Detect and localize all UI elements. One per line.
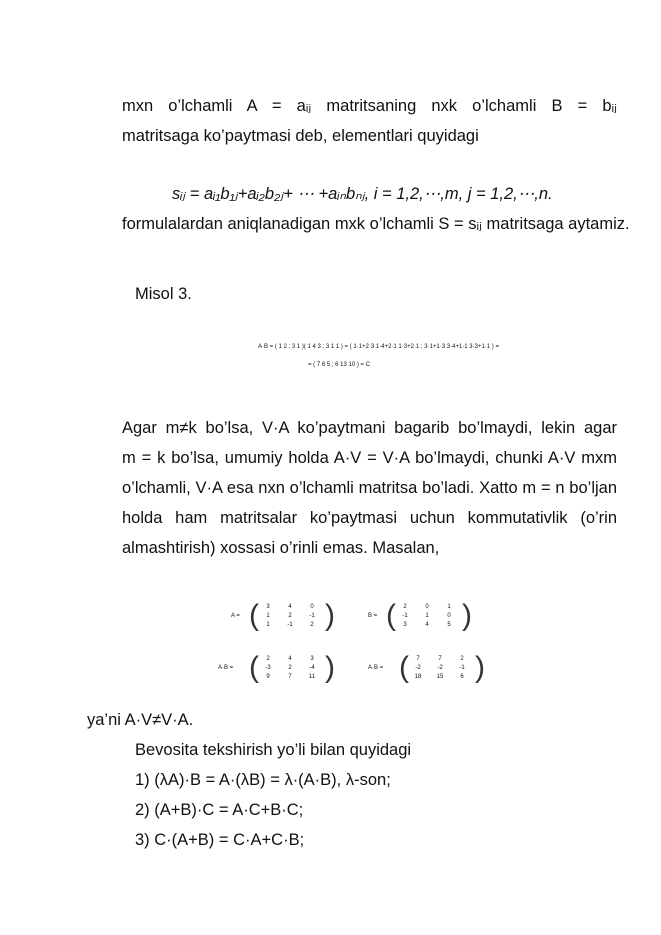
matrix-A-cell: 1 xyxy=(266,622,270,628)
matrix-A-cell: 0 xyxy=(310,604,314,610)
matrix-B-cell: 0 xyxy=(425,604,429,610)
definition-line-3: formulalardan aniqlanadigan mxk o’lchamli S = sᵢⱼ matritsaga aytamiz. xyxy=(122,215,630,233)
matrix-A-cell: 2 xyxy=(288,613,292,619)
bevosita-line: Bevosita tekshirish yo’li bilan quyidagi xyxy=(135,741,412,759)
matrix-AB-cell: 7 xyxy=(288,674,292,680)
matrix-A-cell: -1 xyxy=(309,613,315,619)
definition-line-2: matritsaga ko’paytmasi deb, elementlari quyidagi xyxy=(122,127,479,145)
matrix-A-left-paren: ( xyxy=(249,599,259,632)
matrix-AB-cell: 2 xyxy=(288,665,292,671)
matrix-A-right-paren: ) xyxy=(325,599,335,632)
matrix-BA-left-paren: ( xyxy=(399,651,409,684)
paragraph-3-line-2: m = k bo’lsa, umumiy holda A·V = V·A bo’lmaydi, chunki A·V mxm xyxy=(122,449,617,467)
matrix-AB-cell: 11 xyxy=(308,674,316,680)
matrix-AB-cell: 3 xyxy=(310,656,314,662)
paragraph-3-line-4: holda ham matritsalar ko’paytmasi uchun kommutativlik (o’rin xyxy=(122,509,617,527)
matrix-B-cell: 3 xyxy=(403,622,407,628)
property-1: 1) (λA)·B = A·(λB) = λ·(A·B), λ-son; xyxy=(135,771,391,789)
matrix-BA-cell: 6 xyxy=(460,674,464,680)
matrix-B-cell: 1 xyxy=(425,613,429,619)
matrix-A-cell: 1 xyxy=(266,613,270,619)
matrix-B-left-paren: ( xyxy=(386,599,396,632)
matrix-BA-cell: 2 xyxy=(460,656,464,662)
matrix-AB-cell: 4 xyxy=(288,656,292,662)
matrix-AB-cell: -3 xyxy=(265,665,271,671)
matrix-BA-right-paren: ) xyxy=(475,651,485,684)
matrix-AB-label: A·B = xyxy=(218,665,234,671)
matrix-B-cell: 2 xyxy=(403,604,407,610)
conclusion-line: ya’ni A·V≠V·A. xyxy=(87,711,194,729)
paragraph-3-line-3: o’lchamli, V·A esa nxn o’lchamli matritsa bo’ladi. Xatto m = n bo’ljan xyxy=(122,479,617,497)
matrix-B-label: B = xyxy=(368,613,378,619)
matrix-BA-cell: 18 xyxy=(414,674,422,680)
example-small-row-2: = ( 7 6 5 ; 6 13 10 ) = C xyxy=(308,362,371,368)
matrix-BA-cell: -2 xyxy=(437,665,443,671)
matrix-BA-cell: -2 xyxy=(415,665,421,671)
matrix-AB-left-paren: ( xyxy=(249,651,259,684)
matrix-B-cell: 4 xyxy=(425,622,429,628)
matrix-AB-cell: 9 xyxy=(266,674,270,680)
matrix-AB-cell: -4 xyxy=(309,665,315,671)
matrix-BA-cell: -1 xyxy=(459,665,465,671)
matrix-BA-cell: 7 xyxy=(438,656,442,662)
matrix-A-cell: 3 xyxy=(266,604,270,610)
property-3: 3) C·(A+B) = C·A+C·B; xyxy=(135,831,305,849)
matrix-B-cell: 1 xyxy=(447,604,451,610)
matrix-AB-right-paren: ) xyxy=(325,651,335,684)
matrix-A-cell: 4 xyxy=(288,604,292,610)
matrix-B-cell: 0 xyxy=(447,613,451,619)
matrix-BA-label: A·B = xyxy=(368,665,384,671)
matrix-B-right-paren: ) xyxy=(462,599,472,632)
example-small-row-1: A·B = ( 1 2 ; 3 1 )( 1 4 3 ; 3 1 1 ) = ( 1·1+2·3 1·4+2·1 1·3+2·1 ; 3·1+1·3 3·4+1·1 3·3+1·1 ) = xyxy=(258,344,499,350)
matrix-B-cell: -1 xyxy=(402,613,408,619)
product-formula: sᵢⱼ = aᵢ₁b₁ⱼ+aᵢ₂b₂ⱼ+ ⋯ +aᵢₙbₙⱼ, i = 1,2,⋯,m, j = 1,2,⋯,n. xyxy=(172,185,553,203)
matrix-BA-cell: 15 xyxy=(436,674,444,680)
matrix-B-cell: 5 xyxy=(447,622,451,628)
property-2: 2) (A+B)·C = A·C+B·C; xyxy=(135,801,304,819)
matrix-A-label: A = xyxy=(231,613,240,619)
matrix-A-cell: 2 xyxy=(310,622,314,628)
paragraph-3-line-1: Agar m≠k bo’lsa, V·A ko’paytmani bagarib bo’lmaydi, lekin agar xyxy=(122,419,617,437)
matrix-A-cell: -1 xyxy=(287,622,293,628)
matrix-BA-cell: 7 xyxy=(416,656,420,662)
paragraph-3-line-5: almashtirish) xossasi o’rinli emas. Masalan, xyxy=(122,539,440,557)
definition-line-1: mxn o’lchamli A = aᵢⱼ matritsaning nxk o’lchamli B = bᵢⱼ xyxy=(122,97,617,115)
matrix-AB-cell: 2 xyxy=(266,656,270,662)
example-title: Misol 3. xyxy=(135,285,192,303)
